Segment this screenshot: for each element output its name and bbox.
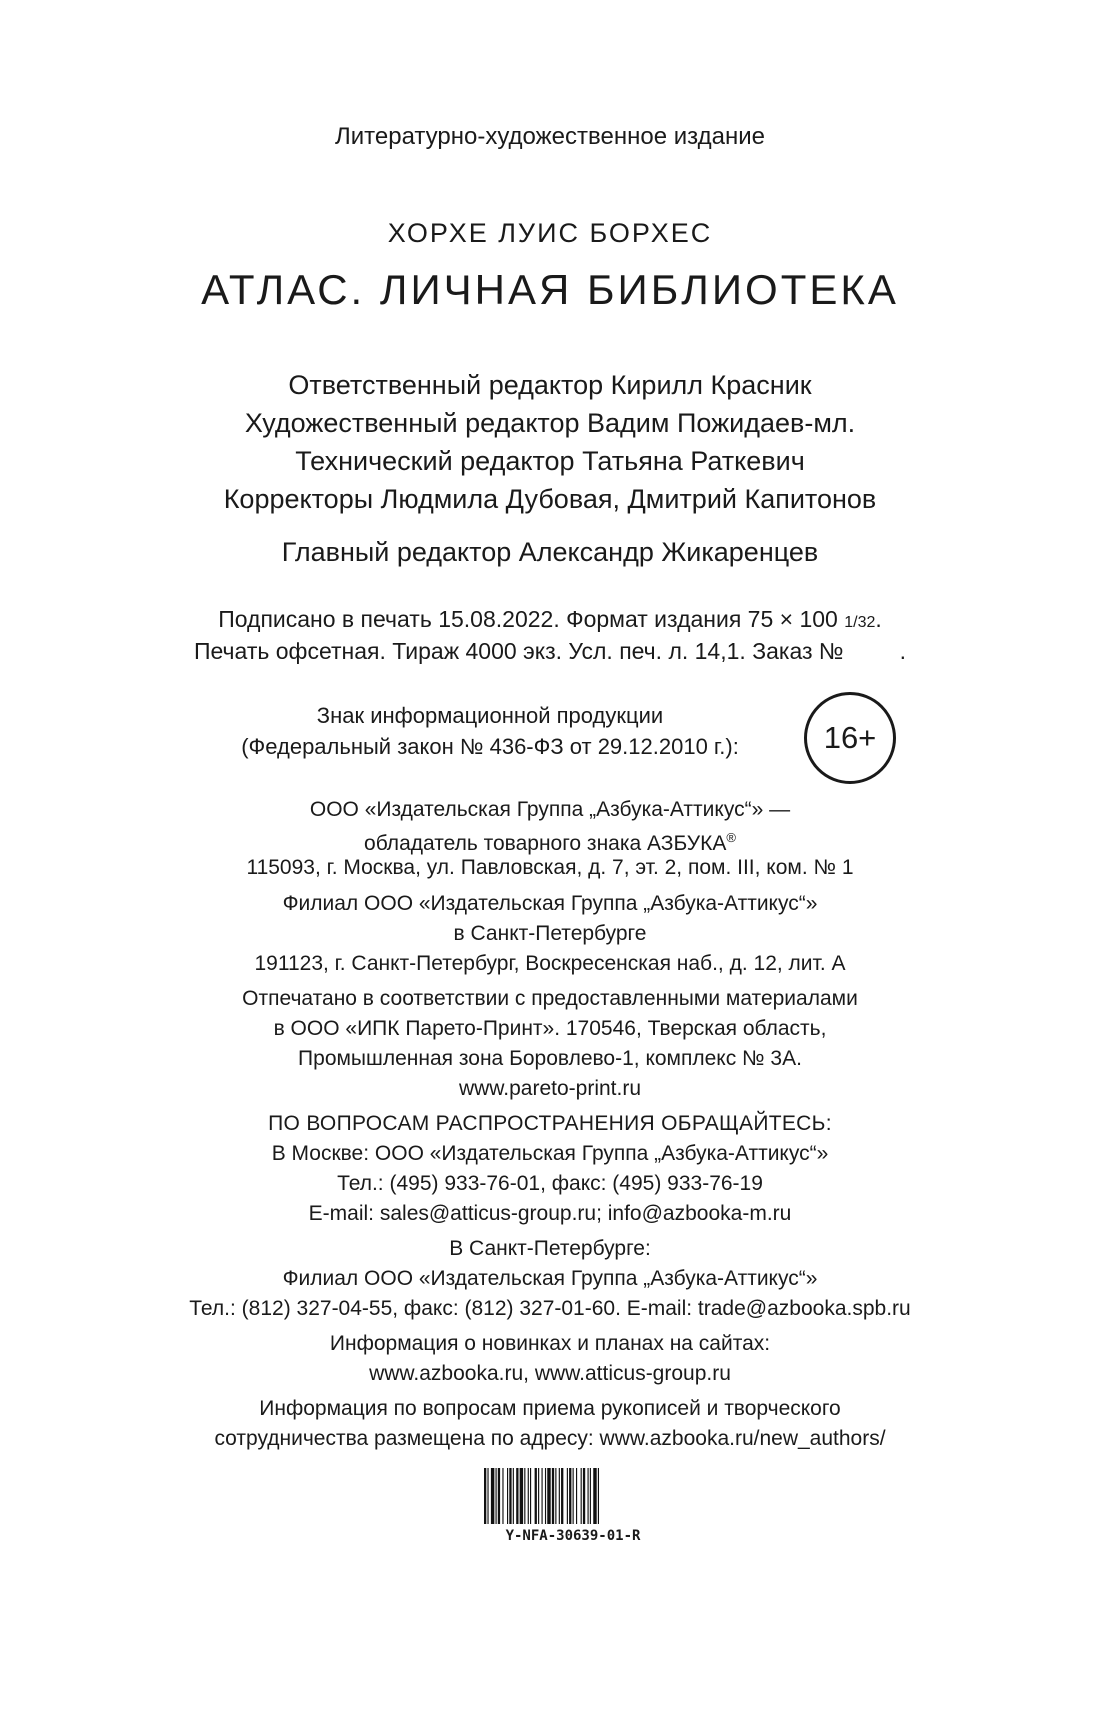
distribution-moscow-email: E-mail: sales@atticus-group.ru; info@azbooka-m.ru (308, 1202, 792, 1225)
staff-managing-editor: Ответственный редактор Кирилл Красник (288, 370, 812, 400)
imprint-signed-format: Подписано в печать 15.08.2022. Формат издания 75 × 100 (218, 606, 845, 632)
distribution-spb-contacts: Тел.: (812) 327-04-55, факс: (812) 327-01-60. E-mail: trade@azbooka.spb.ru (189, 1297, 911, 1320)
printer-website: www.pareto-print.ru (458, 1077, 642, 1100)
barcode-bar (547, 1468, 550, 1524)
barcode-bar (598, 1468, 599, 1524)
barcode-bar (491, 1468, 494, 1524)
registered-mark: ® (726, 830, 736, 845)
staff-technical-editor: Технический редактор Татьяна Раткевич (295, 446, 805, 476)
distribution-spb-2: Филиал ООО «Издательская Группа „Азбука-Аттикус“» (282, 1267, 818, 1290)
distribution-spb-1: В Санкт-Петербурге: (449, 1237, 651, 1260)
barcode-bar (524, 1468, 525, 1524)
distribution-heading: ПО ВОПРОСАМ РАСПРОСТРАНЕНИЯ ОБРАЩАЙТЕСЬ: (268, 1112, 832, 1135)
barcode-bar (507, 1468, 508, 1524)
barcode-bar (581, 1468, 582, 1524)
barcode-bar (583, 1468, 585, 1524)
info-sign-line-1: Знак информационной продукции (316, 703, 664, 728)
printer-line-2: в ООО «ИПК Парето-Принт». 170546, Тверская область, (273, 1017, 827, 1040)
distribution-moscow-1: В Москве: ООО «Издательская Группа „Азбука-Аттикус“» (271, 1142, 829, 1165)
printer-line-1: Отпечатано в соответствии с предоставленными материалами (242, 987, 858, 1010)
imprint-line-1 (0, 606, 1100, 633)
barcode-bar (567, 1468, 568, 1524)
info-sign-line-2: (Федеральный закон № 436-ФЗ от 29.12.2010 г.): (241, 734, 739, 759)
barcode-bar (542, 1468, 543, 1524)
imprint-line-2 (0, 638, 1100, 665)
barcode-bar (513, 1468, 514, 1524)
barcode-bar (509, 1468, 511, 1524)
barcode-bar (487, 1468, 488, 1524)
distribution-moscow-phone: Тел.: (495) 933-76-01, факс: (495) 933-76-19 (337, 1172, 763, 1195)
staff-proofreaders: Корректоры Людмила Дубовая, Дмитрий Капитонов (223, 484, 877, 514)
branch-address: 191123, г. Санкт-Петербург, Воскресенская наб., д. 12, лит. А (254, 952, 846, 975)
manuscripts-line-1: Информация по вопросам приема рукописей и творческого (259, 1397, 841, 1420)
barcode-bar (552, 1468, 554, 1524)
barcode-bar (590, 1468, 591, 1524)
barcode-code: Y-NFA-30639-01-R (505, 1528, 641, 1544)
barcode-bar (569, 1468, 571, 1524)
info-product-sign (220, 700, 760, 762)
barcode-bar (559, 1468, 560, 1524)
barcode-bar (516, 1468, 518, 1524)
age-rating-badge (804, 692, 896, 784)
barcode-bar (498, 1468, 500, 1524)
publisher-trademark: обладатель товарного знака АЗБУКА (364, 832, 727, 855)
barcode-bar (530, 1468, 531, 1524)
barcode-bar (538, 1468, 539, 1524)
manuscripts-line-2: сотрудничества размещена по адресу: www.azbooka.ru/new_authors/ (214, 1427, 886, 1450)
news-websites: www.azbooka.ru, www.atticus-group.ru (369, 1362, 731, 1385)
barcode-bar (528, 1468, 529, 1524)
staff-art-editor: Художественный редактор Вадим Пожидаев-мл. (244, 408, 856, 438)
imprint-print-run: Печать офсетная. Тираж 4000 экз. Усл. печ. л. 14,1. Заказ № (194, 638, 844, 664)
barcode-bar (484, 1468, 486, 1524)
book-author: ХОРХЕ ЛУИС БОРХЕС (387, 218, 713, 248)
barcode-bar (535, 1468, 537, 1524)
branch-line-1: Филиал ООО «Издательская Группа „Азбука-Аттикус“» (282, 892, 818, 915)
barcode-bar (502, 1468, 503, 1524)
publisher-line-1: ООО «Издательская Группа „Азбука-Аттикус“» — (309, 798, 791, 821)
edition-type: Литературно-художественное издание (335, 123, 765, 150)
imprint-line1-end: . (875, 606, 882, 632)
barcode-bar (561, 1468, 563, 1524)
publisher-address: 115093, г. Москва, ул. Павловская, д. 7, эт. 2, пом. III, ком. № 1 (246, 856, 854, 879)
book-title: АТЛАС. ЛИЧНАЯ БИБЛИОТЕКА (201, 266, 899, 313)
barcode-bar (545, 1468, 546, 1524)
barcode-bar (520, 1468, 523, 1524)
barcode (484, 1468, 664, 1524)
imprint-format-fraction: 1/32 (844, 614, 876, 631)
age-rating-label: 16+ (823, 720, 877, 755)
printer-line-3: Промышленная зона Боровлево-1, комплекс № 3А. (298, 1047, 802, 1070)
barcode-bar (576, 1468, 577, 1524)
barcode-bar (593, 1468, 596, 1524)
staff-chief-editor: Главный редактор Александр Жикаренцев (281, 537, 819, 567)
barcode-bar (555, 1468, 556, 1524)
news-line-1: Информация о новинках и планах на сайтах: (329, 1332, 771, 1355)
branch-line-2: в Санкт-Петербурге (453, 922, 647, 945)
barcode-bar (496, 1468, 497, 1524)
barcode-bar (588, 1468, 589, 1524)
barcode-bar (573, 1468, 574, 1524)
imprint-line2-end: . (899, 638, 906, 664)
